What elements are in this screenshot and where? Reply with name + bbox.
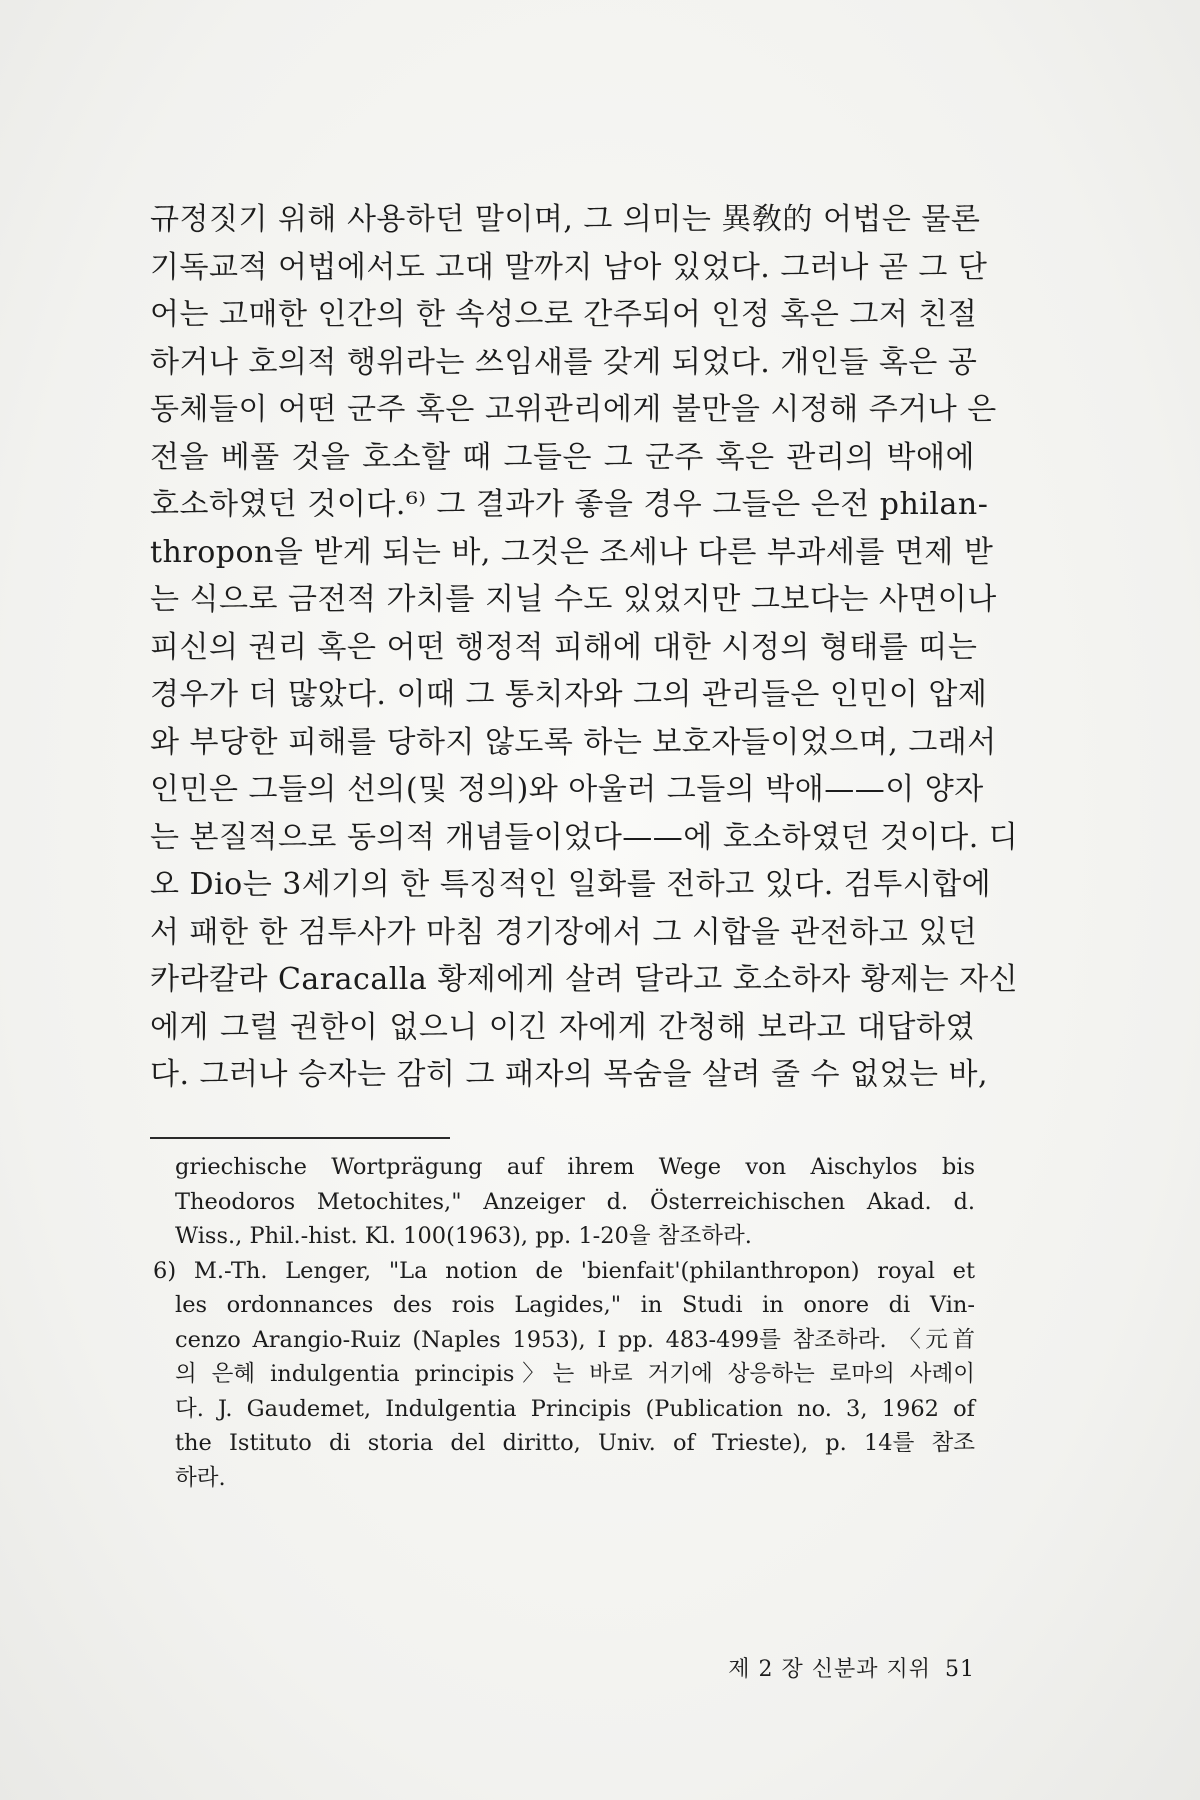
body-line: 경우가 더 많았다. 이때 그 통치자와 그의 관리들은 인민이 압제: [150, 677, 988, 712]
body-line: 다. 그러나 승자는 감히 그 패자의 목숨을 살려 줄 수 없었는 바,: [150, 1057, 988, 1092]
body-line: 호소하였던 것이다.⁶⁾ 그 결과가 좋을 경우 그들은 은전 philan-: [150, 487, 989, 522]
footnote-line: 6) M.-Th. Lenger, "La notion de 'bienfait'(philanthropon) royal et: [153, 1257, 975, 1284]
footnote-continuation: [175, 1150, 975, 1254]
footnote-line: Wiss., Phil.-hist. Kl. 100(1963), pp. 1-20을 참조하라.: [175, 1223, 752, 1249]
footnote-line: 다. J. Gaudemet, Indulgentia Principis (Publication no. 3, 1962 of: [175, 1395, 975, 1422]
body-line: 는 식으로 금전적 가치를 지닐 수도 있었지만 그보다는 사면이나: [150, 582, 997, 617]
body-line: 인민은 그들의 선의(및 정의)와 아울러 그들의 박애——이 양자: [150, 772, 984, 807]
body-line: 하거나 호의적 행위라는 쓰임새를 갖게 되었다. 개인들 혹은 공: [150, 344, 978, 380]
body-line: 카라칼라 Caracalla 황제에게 살려 달라고 호소하자 황제는 자신: [150, 962, 1019, 997]
body-line: 와 부당한 피해를 당하지 않도록 하는 보호자들이었으며, 그래서: [150, 724, 997, 760]
footnote-line: cenzo Arangio-Ruiz (Naples 1953), I pp. 483-499를 참조하라. 〈元首: [175, 1326, 975, 1353]
footnote-line: 하라.: [175, 1464, 226, 1491]
body-line: 전을 베풀 것을 호소할 때 그들은 그 군주 혹은 관리의 박애에: [150, 439, 975, 475]
running-footer: [728, 1652, 975, 1683]
body-line: 오 Dio는 3세기의 한 특징적인 일화를 전하고 있다. 검투시합에: [150, 867, 992, 902]
body-line: 기독교적 어법에서도 고대 말까지 남아 있었다. 그러나 곧 그 단: [150, 249, 988, 285]
footnote-6: [153, 1254, 975, 1496]
body-line: 동체들이 어떤 군주 혹은 고위관리에게 불만을 시정해 주거나 은: [150, 392, 997, 427]
body-line: 에게 그럴 권한이 없으니 이긴 자에게 간청해 보라고 대답하였: [150, 1009, 975, 1045]
footnote-line: griechische Wortprägung auf ihrem Wege von Aischylos bis: [175, 1154, 975, 1180]
footnote-line: the Istituto di storia del diritto, Univ. of Trieste), p. 14를 참조: [175, 1430, 975, 1456]
footnote-divider: [150, 1137, 450, 1139]
body-line: 서 패한 한 검투사가 마침 경기장에서 그 시합을 관전하고 있던: [150, 914, 978, 950]
body-line: 는 본질적으로 동의적 개념들이었다——에 호소하였던 것이다. 디: [150, 819, 1019, 855]
footnotes: [153, 1150, 975, 1495]
footnote-line: les ordonnances des rois Lagides," in Studi in onore di Vin-: [175, 1292, 975, 1318]
body-line: thropon을 받게 되는 바, 그것은 조세나 다른 부과세를 면제 받: [150, 534, 994, 570]
footnote-line: Theodoros Metochites," Anzeiger d. Österreichischen Akad. d.: [175, 1188, 975, 1215]
page-number: 51: [945, 1657, 975, 1682]
body-line: 규정짓기 위해 사용하던 말이며, 그 의미는 異敎的 어법은 물론: [150, 202, 981, 237]
chapter-title: 제 2 장 신분과 지위: [728, 1657, 931, 1682]
body-line: 피신의 권리 혹은 어떤 행정적 피해에 대한 시정의 형태를 띠는: [150, 629, 978, 665]
footnote-line: 의 은혜 indulgentia principis〉는 바로 거기에 상응하는 로마의 사례이: [175, 1361, 975, 1387]
body-line: 어는 고매한 인간의 한 속성으로 간주되어 인정 혹은 그저 친절: [150, 297, 978, 332]
body-text: [150, 196, 1019, 1099]
